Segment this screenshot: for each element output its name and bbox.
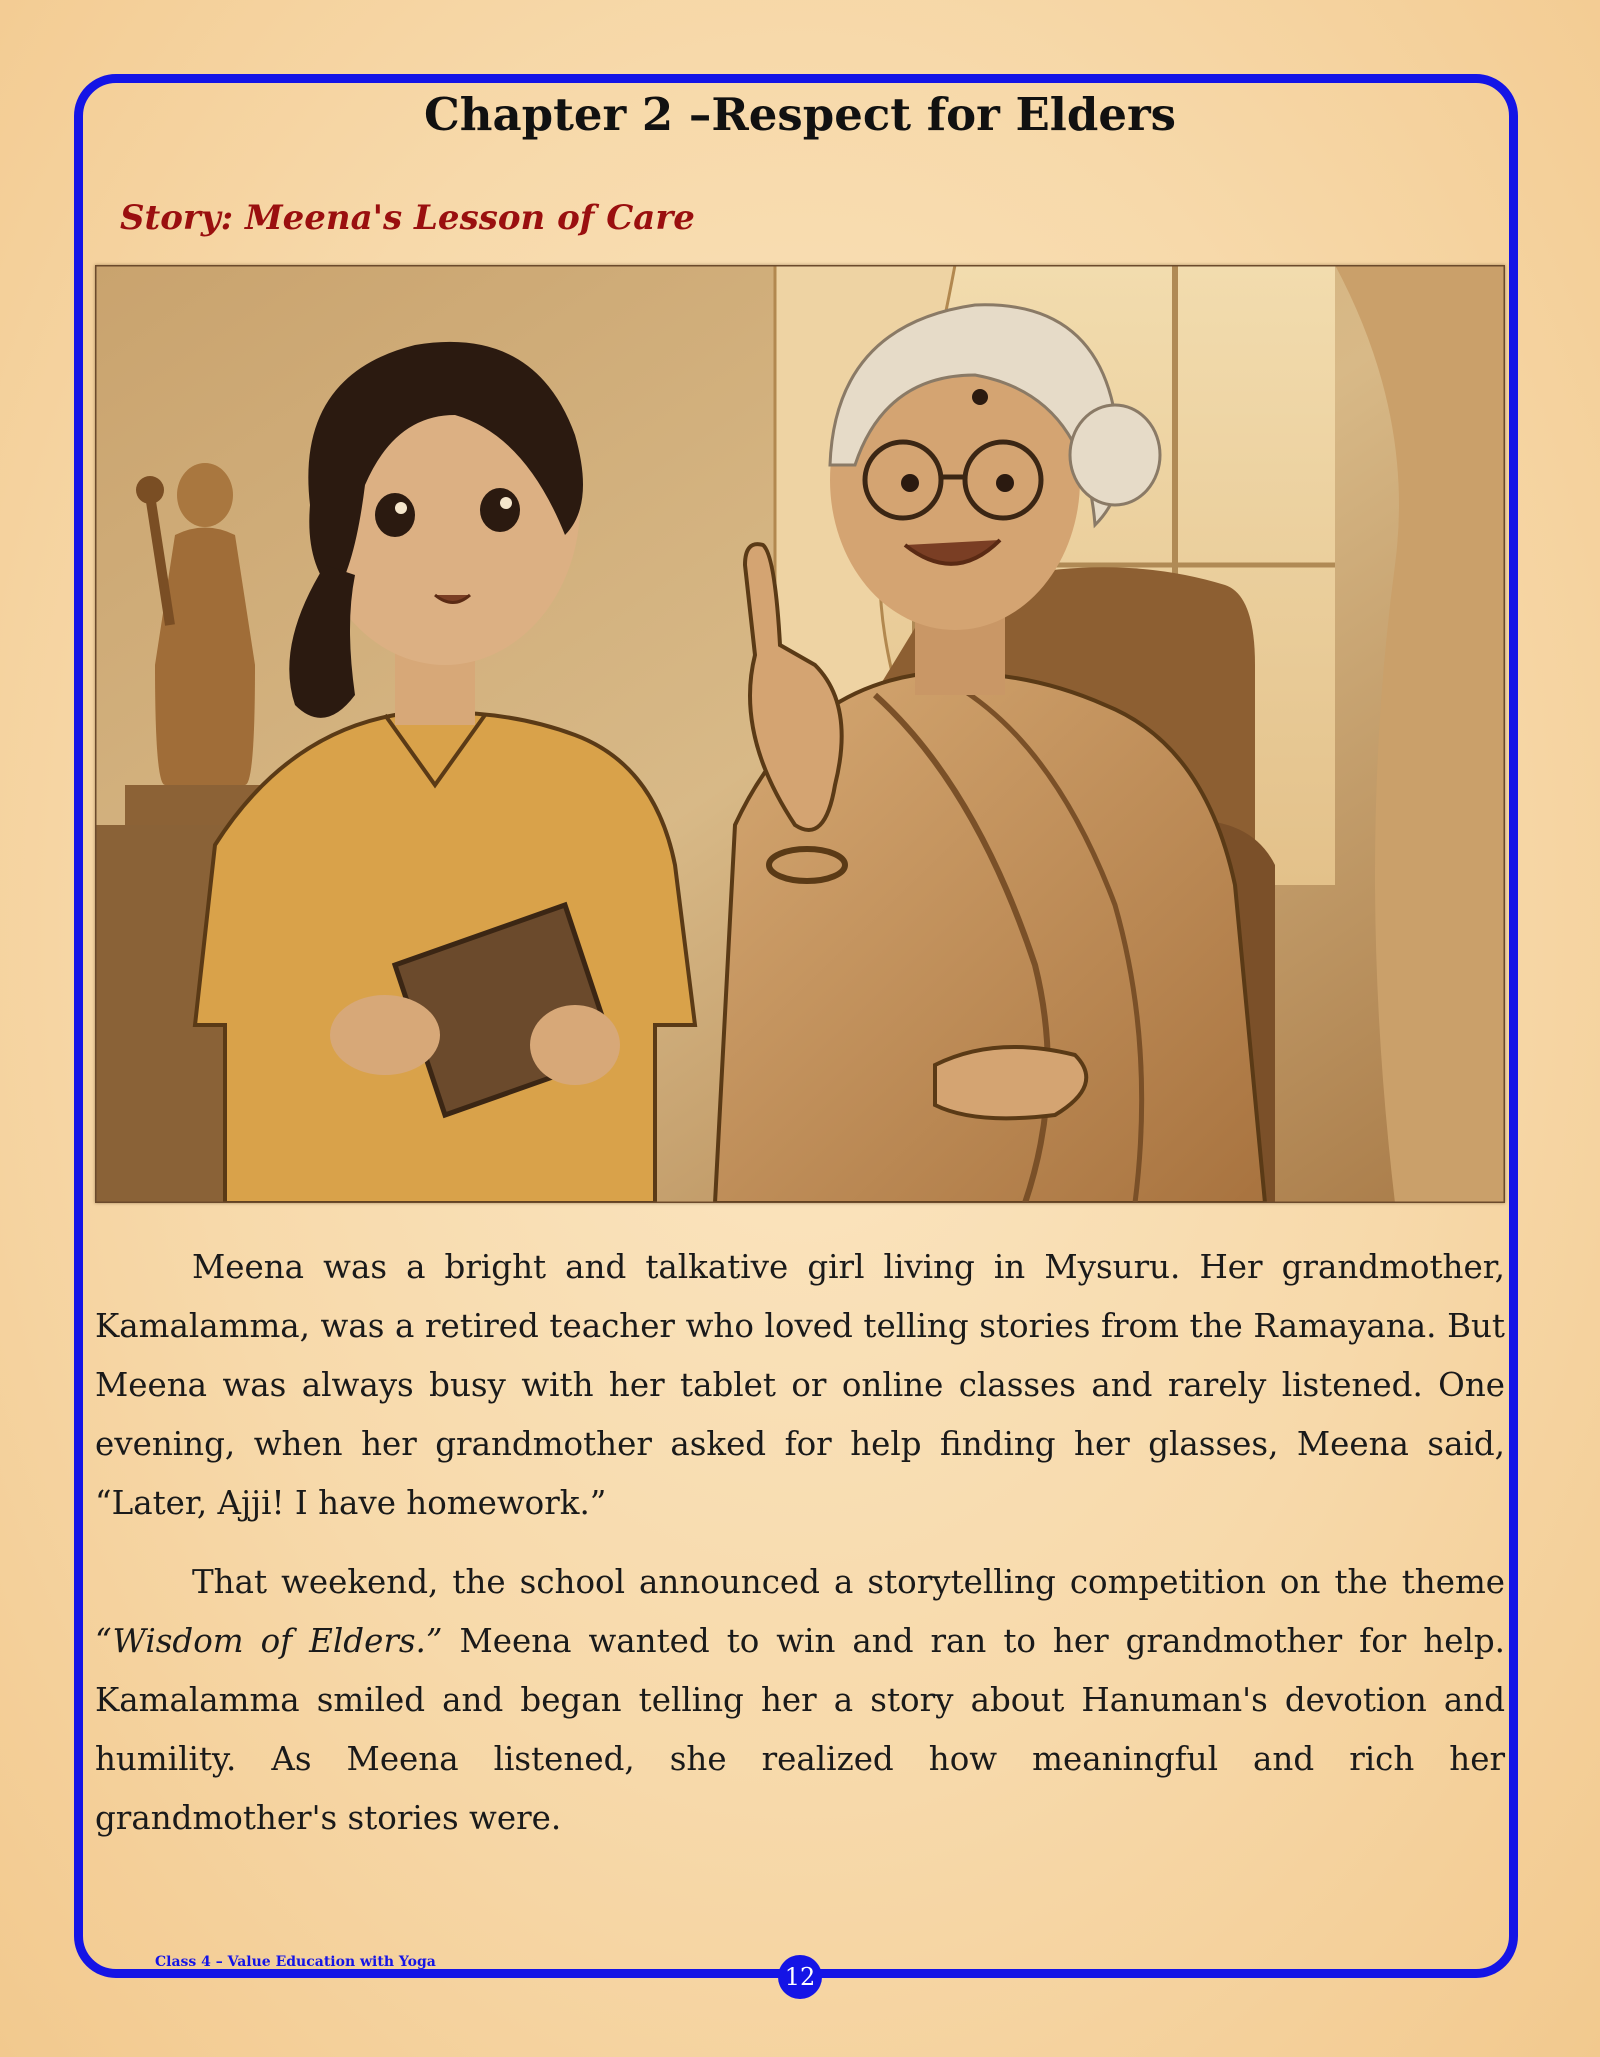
paragraph-2-text-after: Meena wanted to win and ran to her grandmother for help. Kamalamma smiled and began telling her a story about Hanuman's devotion and humility. As Meena listened, she realized how meaningful and rich her grandmother's stories were. xyxy=(95,1622,1505,1837)
story-paragraph-2 xyxy=(95,1553,1505,1848)
page-number-badge: 12 xyxy=(778,1955,822,1999)
story-paragraph-1: Meena was a bright and talkative girl living in Mysuru. Her grandmother, Kamalamma, was a retired teacher who loved telling stories from the Ramayana. But Meena was always busy with her tablet or online classes and rarely listened. One evening, when her grandmother asked for help finding her glasses, Meena said, “Later, Ajji! I have homework.” xyxy=(95,1248,1505,1522)
competition-theme: “Wisdom of Elders.” xyxy=(95,1622,443,1660)
story-body xyxy=(95,1238,1505,1868)
footer-book-title: Class 4 – Value Education with Yoga xyxy=(155,1954,436,1970)
chapter-title: Chapter 2 –Respect for Elders xyxy=(423,88,1176,141)
paragraph-2-text-before: That weekend, the school announced a storytelling competition on the theme xyxy=(192,1563,1505,1601)
story-title: Story: Meena's Lesson of Care xyxy=(120,198,695,238)
story-illustration xyxy=(95,265,1505,1203)
